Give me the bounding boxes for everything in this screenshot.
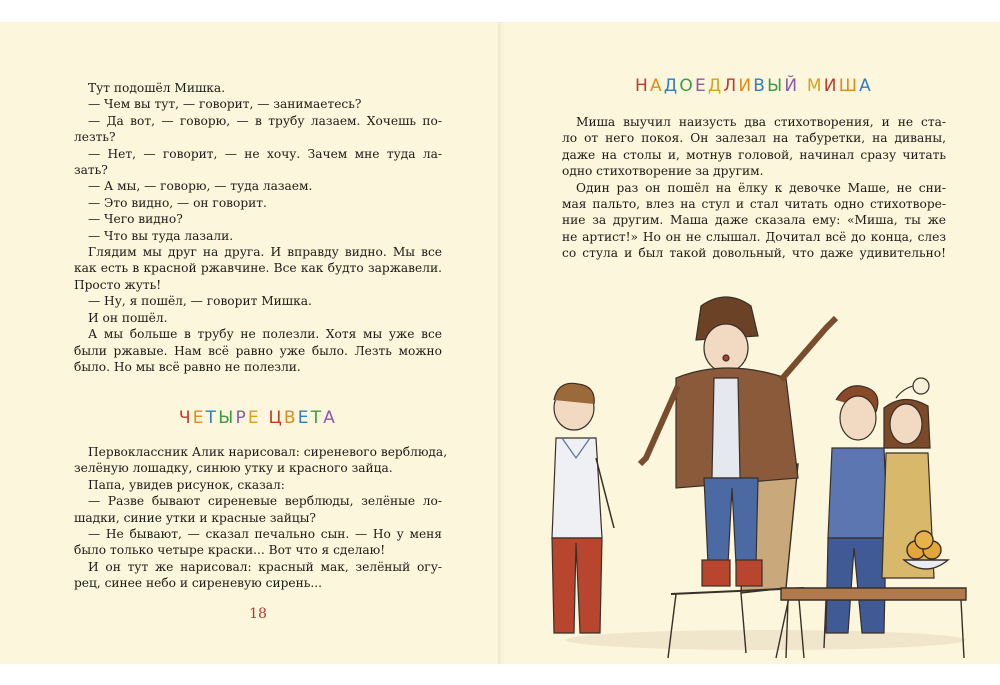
text-line: было. Но мы всё равно не полезли. [74,359,301,374]
title-letter: Ч [178,408,193,428]
title-letter: Е [247,408,261,428]
text-line: Тут подошёл Мишка. [88,81,226,95]
book-gutter [498,22,504,664]
title-letter: А [650,76,664,96]
title-letter: Е [694,76,708,96]
title-letter: Е [192,408,206,428]
title-letter: А [859,76,873,96]
left-boy-figure [552,383,614,633]
text-line: — Чем вы тут, — говорит, — занимаетесь? [88,97,362,112]
text-line: было только четыре краски... Вот что я сделаю! [74,543,386,558]
title-letter: Р [235,408,248,428]
text-line: — Не бывают, — сказал печально сын. — Но у меня [88,527,442,542]
title-letter: Н [635,76,651,96]
text-line: зать? [74,163,108,178]
book-spread [0,22,1000,664]
title-letter: В [753,76,768,96]
text-line: — Чего видно? [88,212,183,227]
title-letter: И [823,76,839,96]
title-letter: Т [310,408,324,428]
text-line: ние за другим. Маша даже сказала ему: «Миша, ты же [562,213,946,228]
story-title-four-colors [74,408,442,428]
title-letter: Ш [838,76,860,96]
text-line: Миша выучил наизусть два стихотворения, и не ста- [576,115,946,129]
text-line: со стула и был такой довольный, что даже удивительно! [562,246,946,261]
story-title-annoying-misha [562,76,946,96]
text-line: Глядим мы друг на друга. И вправду видно. Мы все [88,245,442,260]
annoying-misha-story-text [562,114,946,262]
title-letter: А [323,408,338,428]
text-line: И он пошёл. [88,310,168,325]
title-letter: В [283,408,298,428]
title-letter: Е [297,408,311,428]
text-line: — Да вот, — говорю, — в трубу лазаем. Хочешь по- [88,113,442,128]
text-line: как есть в красной ржавчине. Все как будто заржавели. [74,261,442,276]
text-line: не артист!» Но он не слышал. Дочитал всё до конца, слез [562,229,946,244]
text-line: рец, синее небо и сиреневую сирень... [74,576,323,591]
title-letter: Ц [268,408,284,428]
left-page [74,22,448,664]
title-letter: И [738,76,754,96]
title-letter [799,76,807,96]
title-letter: Й [784,76,800,96]
text-line: — Ну, я пошёл, — говорит Мишка. [88,294,312,309]
text-line: И он тут же нарисовал: красный мак, зелёный огу- [88,559,442,574]
four-colors-story-text [74,444,448,592]
text-line: Один раз он пошёл на ёлку к девочке Маше, не сни- [576,180,946,195]
text-line: зелёную лошадку, синюю утку и красного зайца. [74,461,393,476]
text-line: даже на столы и, мотнув головой, начинал сразу читать [562,147,946,162]
text-line: шадки, синие утки и красные зайцы? [74,510,316,525]
title-letter: Ы [218,408,236,428]
page-number: 18 [249,606,267,622]
text-line: — А мы, — говорю, — туда лазаем. [88,179,313,194]
text-line: — Что вы туда лазали. [88,228,234,243]
title-letter: Л [723,76,739,96]
text-line: мая пальто, влез на стул и стал читать одно стихотворе- [562,197,946,212]
text-line: ло от него покоя. Он залезал на табуретки, на диваны, [562,131,946,146]
text-line: Первоклассник Алик нарисовал: сиреневого верблюда, [88,445,448,459]
misha-standing-figure [640,297,836,586]
title-letter: Д [707,76,724,96]
text-line: одно стихотворение за другим. [562,164,764,179]
boys-and-girl-pencil-illustration-icon [536,288,972,664]
title-letter: Д [663,76,680,96]
text-line: — Разве бывают сиреневые верблюды, зелёные ло- [88,494,442,509]
text-line: были ржавые. Нам всё равно уже было. Лезть можно [74,343,442,358]
title-letter: О [679,76,695,96]
text-line: — Это видно, — он говорит. [88,195,267,210]
title-letter: Т [205,408,219,428]
text-line: Папа, увидев рисунок, сказал: [88,477,285,492]
text-line: лезть? [74,130,116,145]
left-story-text [74,80,442,375]
text-line: — Нет, — говорит, — не хочу. Зачем мне туда ла- [88,146,442,161]
text-line: А мы больше в трубу не полезли. Хотя мы уже все [88,327,442,342]
title-letter: М [806,76,824,96]
title-letter: Ы [767,76,785,96]
text-line: Просто жуть! [74,277,162,292]
